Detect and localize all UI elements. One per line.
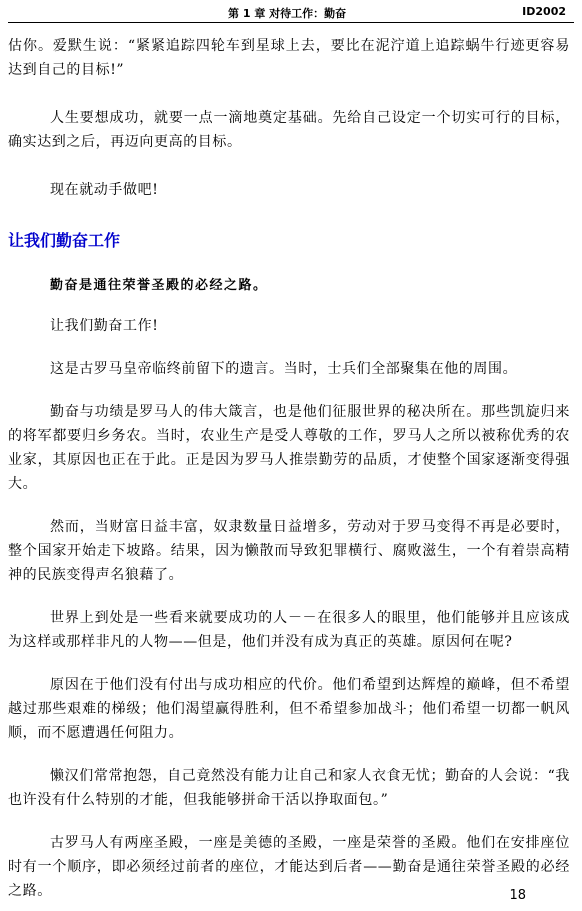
section-text-block: [8, 314, 570, 903]
paragraph: 古罗马人有两座圣殿，一座是美德的圣殿，一座是荣誉的圣殿。他们在安排座位时有一个顺序，即必须经过前者的座位，才能达到后者——勤奋是通往荣誉圣殿的必经之路。: [8, 835, 570, 899]
paragraph: 人生要想成功，就要一点一滴地奠定基础。先给自己设定一个切实可行的目标，确实达到之后，再迈向更高的目标。: [8, 110, 570, 150]
document-id: ID2002: [522, 5, 566, 18]
paragraph: 然而，当财富日益丰富，奴隶数量日益增多，劳动对于罗马变得不再是必要时，整个国家开始走下坡路。结果，因为懒散而导致犯罪横行、腐败滋生，一个有着崇高精神的民族变得声名狼藉了。: [8, 519, 570, 583]
paragraph: 世界上到处是一些看来就要成功的人－－在很多人的眼里，他们能够并且应该成为这样或那样非凡的人物——但是，他们并没有成为真正的英雄。原因何在呢?: [8, 610, 570, 650]
paragraph: 勤奋与功绩是罗马人的伟大箴言，也是他们征服世界的秘决所在。那些凯旋归来的将军都要归乡务农。当时，农业生产是受人尊敬的工作，罗马人之所以被称优秀的农业家，其原因也正在于此。正是因为罗马人推崇勤劳的品质，才使整个国家逐渐变得强大。: [8, 404, 570, 492]
paragraph: 懒汉们常常抱怨，自己竟然没有能力让自己和家人衣食无忧；勤奋的人会说：“我也许没有什么特别的才能，但我能够拼命干活以挣取面包。”: [8, 768, 570, 808]
paragraph: 让我们勤奋工作!: [50, 318, 159, 334]
section-motto: 勤奋是通往荣誉圣殿的必经之路。: [50, 278, 268, 293]
paragraph: 估你。爱默生说：“紧紧追踪四轮车到星球上去，要比在泥泞道上追踪蜗牛行迹更容易达到自己的目标!”: [8, 38, 570, 78]
chapter-title: 第 1 章 对待工作：勤奋: [228, 7, 347, 20]
paragraph: 现在就动手做吧!: [50, 182, 159, 198]
page-header: [8, 2, 574, 23]
paragraph: 这是古罗马皇帝临终前留下的遗言。当时，士兵们全部聚集在他的周围。: [50, 361, 518, 377]
section-heading: 让我们勤奋工作: [8, 231, 121, 250]
top-text-block: [8, 34, 570, 202]
page-number: 18: [509, 888, 526, 903]
paragraph: 原因在于他们没有付出与成功相应的代价。他们希望到达辉煌的巅峰，但不希望越过那些艰难的梯级；他们渴望赢得胜利，但不希望参加战斗；他们希望一切都一帆风顺，而不愿遭遇任何阻力。: [8, 677, 570, 741]
